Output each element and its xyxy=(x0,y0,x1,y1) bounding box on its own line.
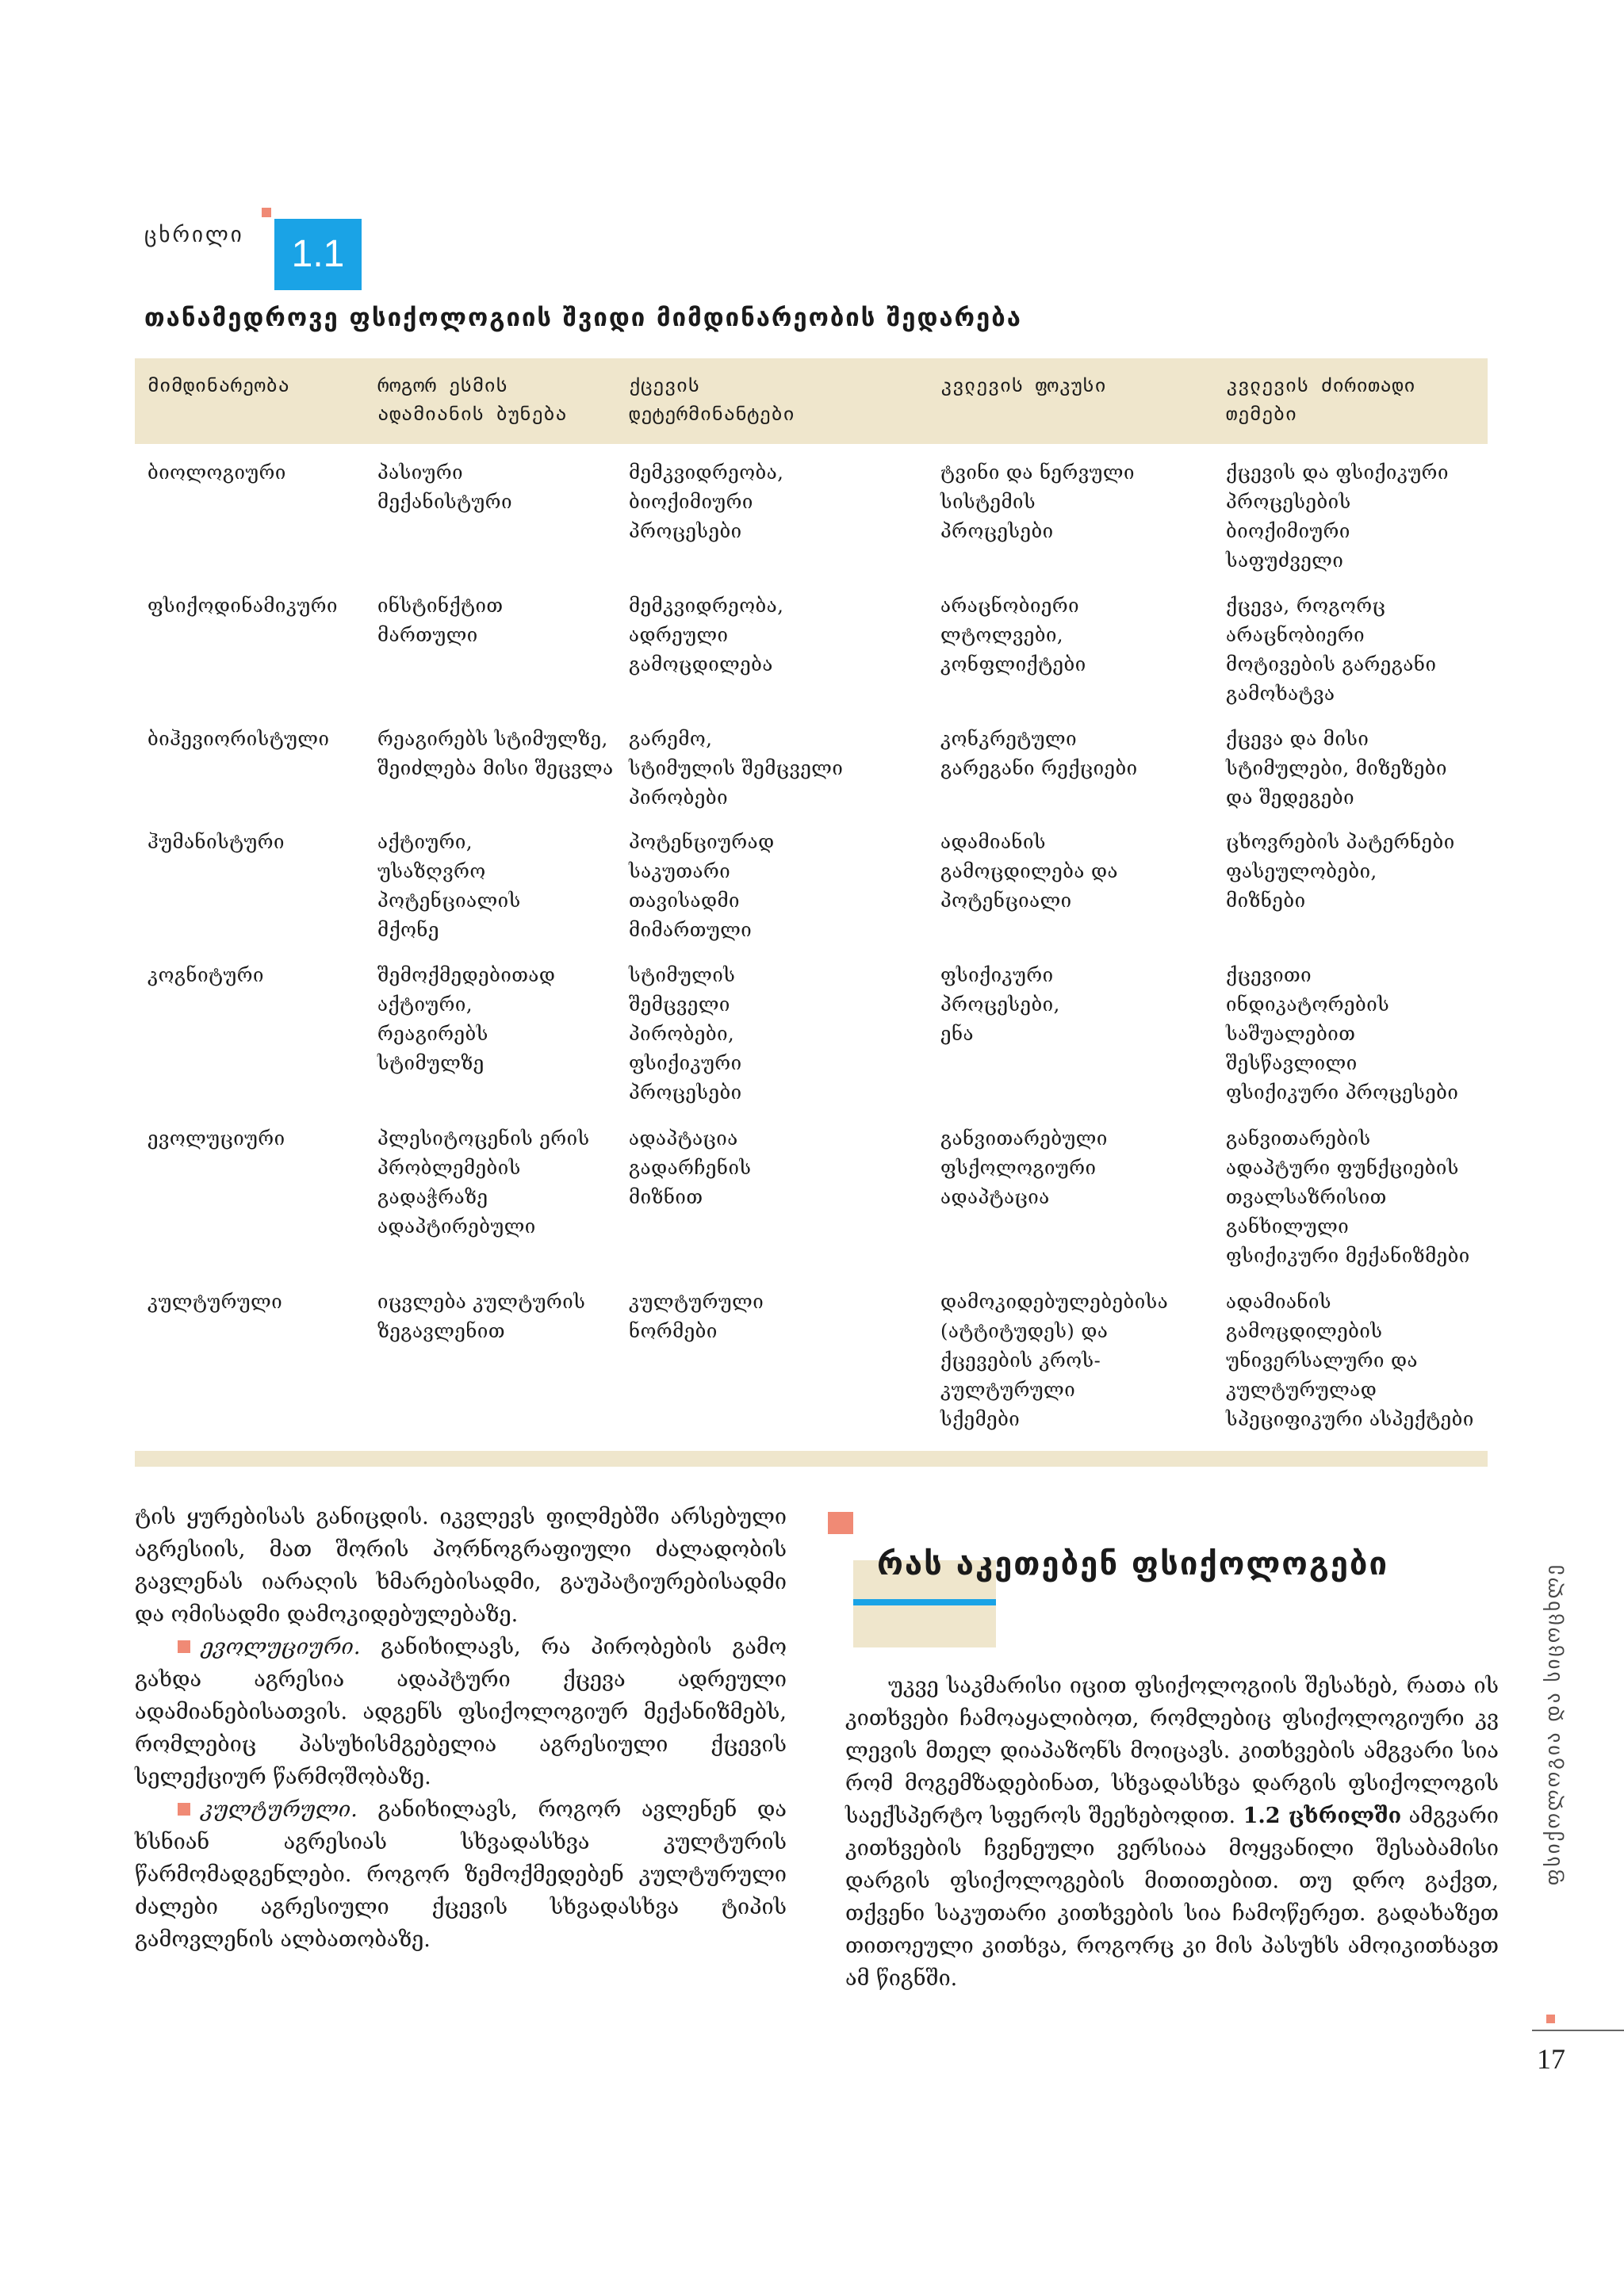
section-heading: რას აკეთებენ ფსიქოლოგები xyxy=(877,1546,1389,1582)
table-cell: ინსტინქტით მართული xyxy=(377,595,504,646)
table-cell: ადამიანის გამოცდილების უნივერსალური და კულტურულად სპეციფიკური ასპექტები xyxy=(1226,1291,1474,1430)
table-cell: კოგნიტური xyxy=(147,964,264,986)
right-column-text xyxy=(845,1670,1499,1995)
table-row xyxy=(135,458,1488,591)
table-cell: ევოლუციური xyxy=(147,1127,285,1150)
table-row xyxy=(135,1124,1488,1288)
table-cell: არაცნობიერი ლტოლვები, კონფლიქტები xyxy=(940,595,1086,675)
table-label-marker xyxy=(262,208,271,217)
table-cell: კონკრეტული გარეგანი რექციები xyxy=(940,728,1138,779)
bullet-paragraph xyxy=(135,1631,787,1793)
table-cell: სტიმულის შემცველი პირობები, ფსიქიკური პროცესები xyxy=(629,964,742,1104)
table-cell: დამოკიდებულებებისა (ატტიტუდეს) და ქცევების კროს- კულტურული სქემები xyxy=(940,1291,1169,1430)
table-cell: პასიური მექანისტური xyxy=(377,461,512,513)
table-reference: 1.2 ცხრილში xyxy=(1243,1804,1402,1828)
bullet-marker xyxy=(178,1803,190,1816)
paragraph xyxy=(845,1670,1499,1995)
bullet-term: ევოლუციური. xyxy=(201,1635,361,1659)
table-cell: ქცევითი ინდიკატორების საშუალებით შესწავლილი ფსიქიკური პროცესები xyxy=(1226,964,1459,1104)
table-cell: ტვინი და ნერვული სისტემის პროცესები xyxy=(940,461,1135,542)
table-cell: კულტურული ნორმები xyxy=(629,1291,764,1342)
header-cell: მიმდინარეობა xyxy=(147,374,290,396)
header-cell: კვლევის ძირითადი თემები xyxy=(1226,374,1416,425)
table-cell: აქტიური, უსაზღვრო პოტენციალის მქონე xyxy=(377,831,521,941)
table-cell: განვითარებული ფსქოლოგიური ადაპტაცია xyxy=(940,1127,1108,1208)
running-header-text: ფსიქოლოგია და სიცოცხლე xyxy=(1541,1562,1565,1886)
table-cell: მემკვიდრეობა, ადრეული გამოცდილება xyxy=(629,595,784,675)
table-cell: ჰუმანისტური xyxy=(147,831,285,853)
table-cell: ქცევა, როგორც არაცნობიერი მოტივების გარეგანი გამოხატვა xyxy=(1226,595,1437,705)
text-run: უკვე საკმარისი იცით ფსიქოლოგიის შესახებ, რათა ის კითხვები ჩამოაყალიბოთ, რომლებიც ფსიქოლოგიური კვ ლევის მთელ დიაპაზონს მოიცავს. კითხვების ამგვარი სია რომ მოგემზადებინათ, სხვადასხვა დარგის ფსიქოლოგის საექსპერტო სფეროს შეეხებოდით. xyxy=(845,1674,1499,1828)
table-cell: მემკვიდრეობა, ბიოქიმიური პროცესები xyxy=(629,461,784,542)
table-cell: ბიოლოგიური xyxy=(147,461,286,484)
header-cell: ქცევის დეტერმინანტები xyxy=(629,374,795,425)
table-row xyxy=(135,1288,1488,1446)
bullet-paragraph xyxy=(135,1793,787,1956)
table-cell: იცვლება კულტურის ზეგავლენით xyxy=(377,1291,586,1342)
table-cell: ბიჰევიორისტული xyxy=(147,728,330,750)
table-cell: ადამიანის გამოცდილება და პოტენციალი xyxy=(940,831,1118,912)
table-bottom-rule xyxy=(135,1451,1488,1467)
comparison-table xyxy=(135,358,1488,1446)
table-cell: ფსიქიკური პროცესები, ენა xyxy=(940,964,1060,1045)
table-cell: პოტენციურად საკუთარი თავისადმი მიმართული xyxy=(629,831,775,941)
header-cell: კვლევის ფოკუსი xyxy=(940,374,1107,396)
section-heading-rule xyxy=(853,1599,996,1605)
table-row xyxy=(135,828,1488,961)
table-cell: შემოქმედებითად აქტიური, რეაგირებს სტიმულზე xyxy=(377,964,556,1074)
bullet-term: კულტურული. xyxy=(201,1797,358,1822)
table-cell: რეაგირებს სტიმულზე, შეიძლება მისი შეცვლა xyxy=(377,728,614,779)
table-row xyxy=(135,725,1488,828)
paragraph: ტის ყურებისას განიცდის. იკვლევს ფილმებში არსებული აგრესიის, მათ შორის პორნოგრაფიული ძალადობის გავლენას იარაღის ხმარებისადმი, გაუპატიურებისადმი და ომისადმი დამოკიდებულებაზე. xyxy=(135,1505,787,1627)
table-label: ცხრილი xyxy=(144,223,244,247)
table-cell: პლესიტოცენის ერის პრობლემების გადაჭრაზე ადაპტირებული xyxy=(377,1127,590,1238)
table-cell: განვითარების ადაპტური ფუნქციების თვალსაზრისით განხილული ფსიქიკური მექანიზმები xyxy=(1226,1127,1470,1267)
table-header-row xyxy=(135,358,1488,444)
page-number: 17 xyxy=(1537,2043,1565,2075)
table-cell: კულტურული xyxy=(147,1291,283,1313)
bullet-text: განიხილავს, რა პირობების გამო გახდა აგრესია ადაპტური ქცევა ადრეული ადამიანებისათვის. ადგენს ფსიქოლოგიურ მექანიზმებს, რომლებიც პასუხისმგებელია აგრესიული ქცევის სელექციურ წარმოშობაზე. xyxy=(135,1635,787,1789)
header-cell: როგორ ესმის ადამიანის ბუნება xyxy=(377,374,568,425)
left-column-text xyxy=(135,1501,787,1956)
table-cell: ადაპტაცია გადარჩენის მიზნით xyxy=(629,1127,752,1208)
table-cell: ქცევა და მისი სტიმულები, მიზეზები და შედეგები xyxy=(1226,728,1447,809)
table-row xyxy=(135,591,1488,725)
section-marker xyxy=(828,1512,853,1534)
table-cell: ცხოვრების პატერნები ფასეულობები, მიზნები xyxy=(1226,831,1455,912)
table-number-badge: 1.1 xyxy=(274,219,362,290)
running-header xyxy=(1537,1451,1568,2006)
table-row xyxy=(135,961,1488,1124)
bullet-text: განიხილავს, როგორ ავლენენ და ხსნიან აგრესიას სხვადასხვა კულტურის წარმომადგენლები. როგორ ზემოქმედებენ კულტურული ძალები აგრესიული ქცევის სხვადასხვა ტიპის გამოვლენის ალბათობაზე. xyxy=(135,1797,787,1952)
table-title: თანამედროვე ფსიქოლოგიის შვიდი მიმდინარეობის შედარება xyxy=(144,304,1022,332)
page-number-rule xyxy=(1532,2030,1624,2031)
table-cell: გარემო, სტიმულის შემცველი პირობები xyxy=(629,728,844,809)
text-run: ამგვარი კითხვების ჩვენეული ვერსიაა მოყვანილი შესაბამისი დარგის ფსიქოლოგების მითითებით. თუ დრო გაქვთ, თქვენი საკუთარი კითხვების სია ჩამოწერეთ. გადახაზეთ თითოეული კითხვა, როგორც კი მის პასუხს ამოიკითხავთ ამ წიგნში. xyxy=(845,1804,1499,1991)
bullet-marker xyxy=(178,1640,190,1653)
running-header-marker xyxy=(1546,2015,1555,2023)
table-cell: ქცევის და ფსიქიკური პროცესების ბიოქიმიური საფუძველი xyxy=(1226,461,1449,572)
table-cell: ფსიქოდინამიკური xyxy=(147,595,338,617)
